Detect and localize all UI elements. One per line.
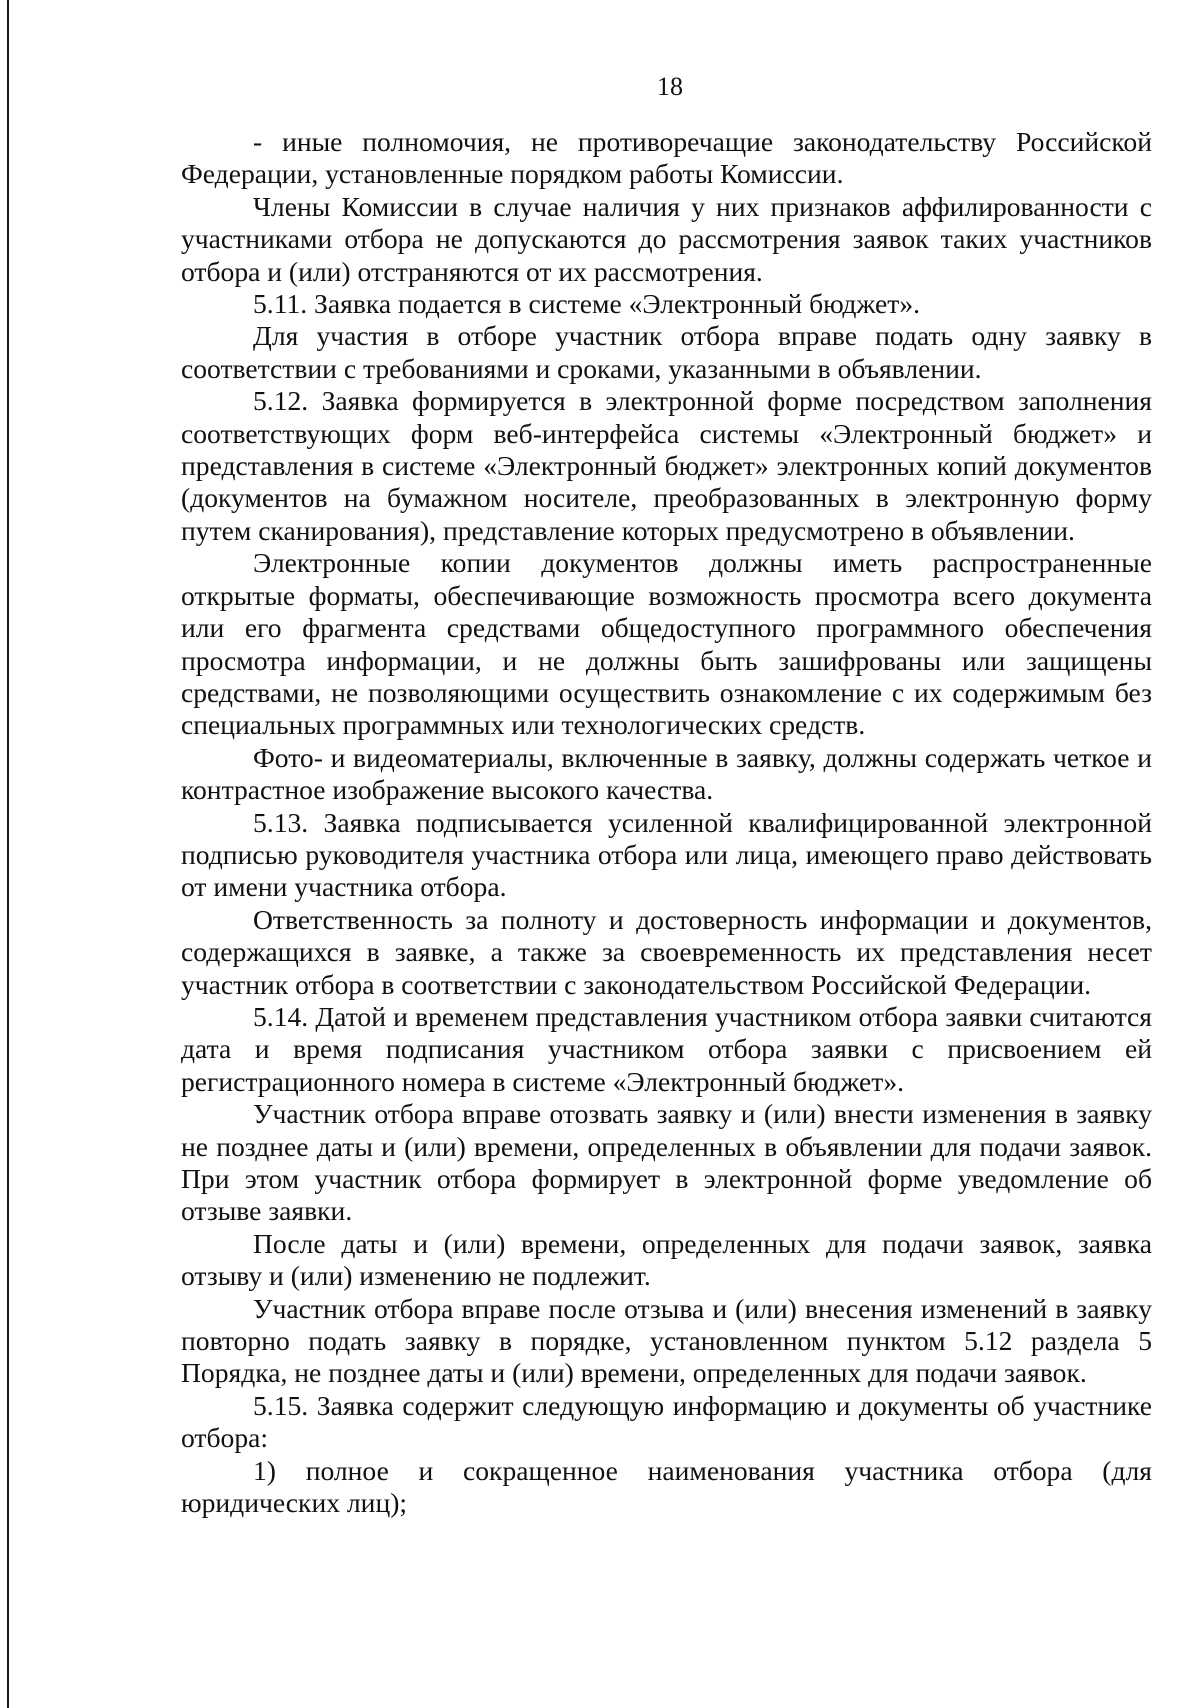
paragraph: 5.13. Заявка подписывается усиленной квалифицированной электронной подписью руководителя участника отбора или лица, имеющего право действовать от имени участника отбора. <box>181 806 1152 903</box>
paragraph: - иные полномочия, не противоречащие законодательству Российской Федерации, установленные порядком работы Комиссии. <box>181 126 1152 190</box>
paragraph: После даты и (или) времени, определенных для подачи заявок, заявка отзыву и (или) изменению не подлежит. <box>181 1227 1152 1292</box>
paragraph: Для участия в отборе участник отбора вправе подать одну заявку в соответствии с требованиями и сроками, указанными в объявлении. <box>181 320 1152 384</box>
paragraph: Ответственность за полноту и достоверность информации и документов, содержащихся в заявке, а также за своевременность их представления несет участник отбора в соответствии с законодательством Российской Федерации. <box>181 903 1152 1000</box>
paragraph: 5.12. Заявка формируется в электронной форме посредством заполнения соответствующих форм веб-интерфейса системы «Электронный бюджет» и представления в системе «Электронный бюджет» электронных копий документов (документов на бумажном носителе, преобразованных в электронную форму путем сканирования), представление которых предусмотрено в объявлении. <box>181 385 1152 546</box>
paragraph: Участник отбора вправе после отзыва и (или) внесения изменений в заявку повторно подать заявку в порядке, установленном пунктом 5.12 раздела 5 Порядка, не позднее даты и (или) времени, определенных для подачи заявок. <box>181 1292 1152 1389</box>
paragraph: 5.11. Заявка подается в системе «Электронный бюджет». <box>253 288 921 320</box>
paragraph: 5.14. Датой и временем представления участником отбора заявки считаются дата и время подписания участником отбора заявки с присвоением ей регистрационного номера в системе «Электронный бюджет». <box>181 1000 1152 1097</box>
scan-left-edge-line <box>7 0 9 1708</box>
page-number: 18 <box>657 72 683 101</box>
paragraph: Участник отбора вправе отозвать заявку и (или) внести изменения в заявку не позднее даты и (или) времени, определенных в объявлении для подачи заявок. При этом участник отбора формирует в электронной форме уведомление об отзыве заявки. <box>181 1098 1152 1227</box>
paragraph: Фото- и видеоматериалы, включенные в заявку, должны содержать четкое и контрастное изображение высокого качества. <box>181 741 1152 806</box>
paragraph: 1) полное и сокращенное наименования участника отбора (для юридических лиц); <box>181 1454 1152 1519</box>
paragraph: Электронные копии документов должны иметь распространенные открытые форматы, обеспечивающие возможность просмотра всего документа или его фрагмента средствами общедоступного программного обеспечения просмотра информации, и не должны быть зашифрованы или защищены средствами, не позволяющими осуществить ознакомление с их содержимым без специальных программных или технологических средств. <box>181 547 1152 741</box>
paragraph: 5.15. Заявка содержит следующую информацию и документы об участнике отбора: <box>181 1389 1152 1454</box>
paragraph: Члены Комиссии в случае наличия у них признаков аффилированности с участниками отбора не допускаются до рассмотрения заявок таких участников отбора и (или) отстраняются от их рассмотрения. <box>181 190 1152 287</box>
document-body <box>181 126 1152 1519</box>
